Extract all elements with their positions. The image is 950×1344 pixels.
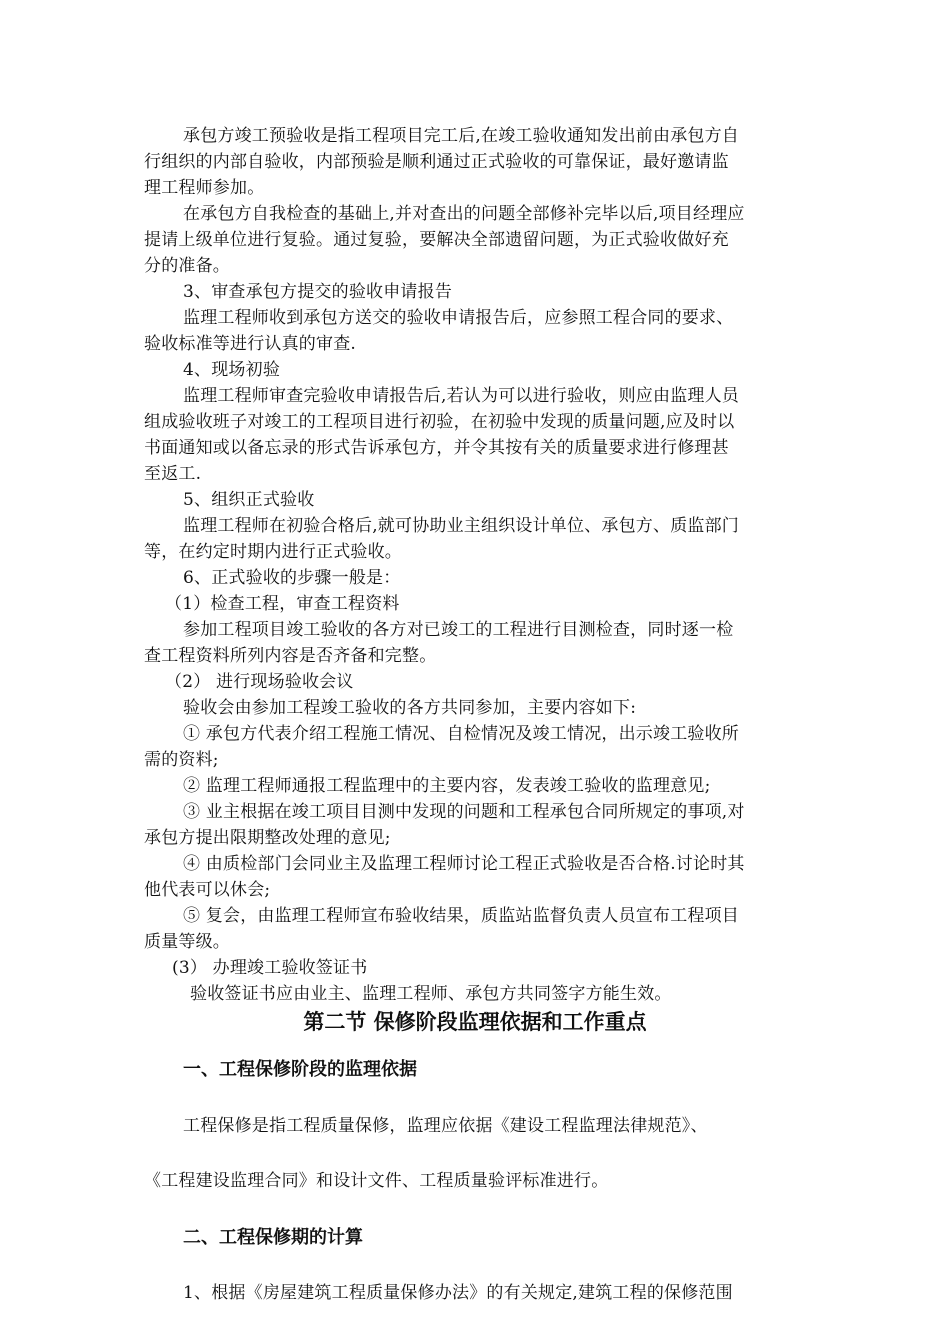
- text-line: 在承包方自我检查的基础上,并对查出的问题全部修补完毕以后,项目经理应: [183, 204, 745, 224]
- text-line: 行组织的内部自验收，内部预验是顺利通过正式验收的可靠保证，最好邀请监: [144, 152, 729, 172]
- text-line: 等，在约定时期内进行正式验收。: [144, 542, 402, 562]
- text-line: 监理工程师收到承包方送交的验收申请报告后，应参照工程合同的要求、: [183, 308, 734, 328]
- text-line: （1）检查工程，审查工程资料: [165, 594, 400, 614]
- text-line: 至返工.: [144, 464, 202, 484]
- text-line: 1、根据《房屋建筑工程质量保修办法》的有关规定,建筑工程的保修范围: [183, 1283, 733, 1303]
- text-line: 提请上级单位进行复验。通过复验，要解决全部遗留问题，为正式验收做好充: [144, 230, 729, 250]
- text-line: 验收标准等进行认真的审查.: [144, 334, 357, 354]
- text-line: 理工程师参加。: [144, 178, 265, 198]
- text-line: 参加工程项目竣工验收的各方对已竣工的工程进行目测检查，同时逐一检: [183, 620, 734, 640]
- subsection-heading: 一、工程保修阶段的监理依据: [183, 1059, 417, 1080]
- text-line: 承包方提出限期整改处理的意见;: [144, 828, 391, 848]
- text-line: 《工程建设监理合同》和设计文件、工程质量验评标准进行。: [144, 1171, 609, 1191]
- text-line: 质量等级。: [144, 932, 230, 952]
- text-line: 5、组织正式验收: [183, 490, 315, 510]
- text-line: 6、正式验收的步骤一般是：: [183, 568, 401, 588]
- text-line: (3） 办理竣工验收签证书: [172, 958, 368, 978]
- text-line: 书面通知或以备忘录的形式告诉承包方，并令其按有关的质量要求进行修理甚: [144, 438, 729, 458]
- text-line: 4、现场初验: [183, 360, 281, 380]
- subsection-heading: 二、工程保修期的计算: [183, 1227, 363, 1248]
- text-line: 他代表可以休会;: [144, 880, 271, 900]
- text-line: 监理工程师在初验合格后,就可协助业主组织设计单位、承包方、质监部门: [183, 516, 740, 536]
- text-line: 需的资料;: [144, 750, 219, 770]
- text-line: ② 监理工程师通报工程监理中的主要内容，发表竣工验收的监理意见;: [183, 776, 711, 796]
- text-line: ⑤ 复会，由监理工程师宣布验收结果，质监站监督负责人员宣布工程项目: [183, 906, 740, 926]
- text-line: 工程保修是指工程质量保修，监理应依据《建设工程监理法律规范》、: [183, 1116, 708, 1136]
- text-line: 验收会由参加工程竣工验收的各方共同参加，主要内容如下:: [183, 698, 637, 718]
- text-line: 分的准备。: [144, 256, 230, 276]
- text-line: 组成验收班子对竣工的工程项目进行初验，在初验中发现的质量问题,应及时以: [144, 412, 735, 432]
- text-line: 承包方竣工预验收是指工程项目完工后,在竣工验收通知发出前由承包方自: [183, 126, 740, 146]
- text-line: ① 承包方代表介绍工程施工情况、自检情况及竣工情况，出示竣工验收所: [183, 724, 740, 744]
- section-title: 第二节 保修阶段监理依据和工作重点: [303, 1009, 647, 1034]
- text-line: （2） 进行现场验收会议: [165, 672, 354, 692]
- text-line: 验收签证书应由业主、监理工程师、承包方共同签字方能生效。: [190, 984, 672, 1004]
- text-line: 查工程资料所列内容是否齐备和完整。: [144, 646, 437, 666]
- text-line: 3、审查承包方提交的验收申请报告: [183, 282, 453, 302]
- text-line: ③ 业主根据在竣工项目目测中发现的问题和工程承包合同所规定的事项,对: [183, 802, 745, 822]
- text-line: 监理工程师审查完验收申请报告后,若认为可以进行验收，则应由监理人员: [183, 386, 740, 406]
- text-line: ④ 由质检部门会同业主及监理工程师讨论工程正式验收是否合格.讨论时其: [183, 854, 745, 874]
